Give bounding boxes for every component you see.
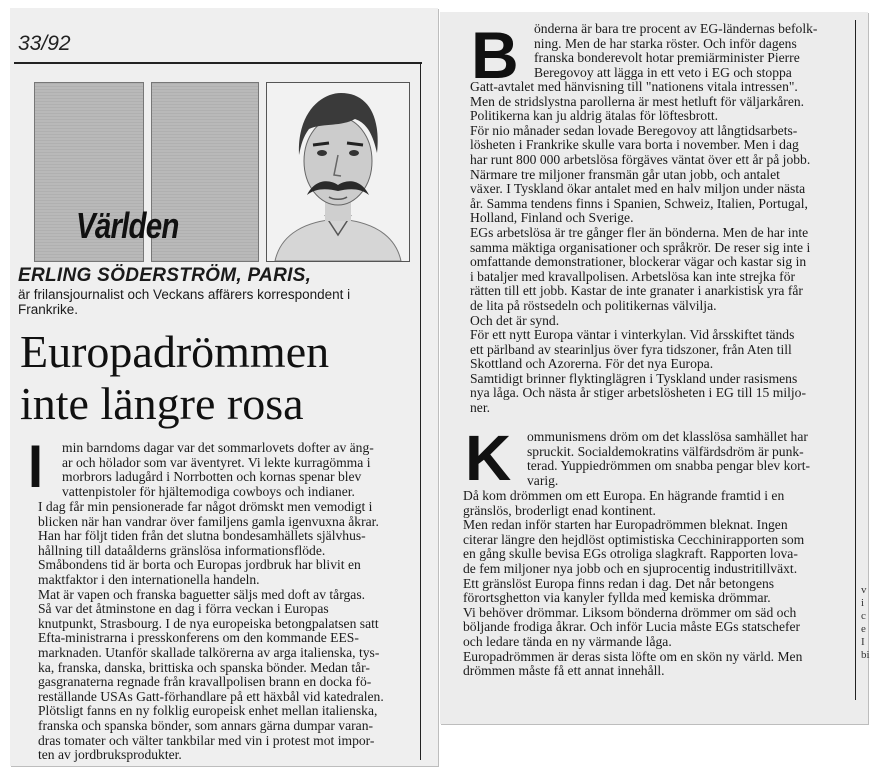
bio-line: Frankrike.	[18, 302, 79, 317]
text-line: drömmen måste få ett annat innehåll.	[463, 663, 665, 679]
text-line: önderna är bara tre procent av EG-ländernas befolk-	[534, 21, 818, 36]
text-line: EGs arbetslösa är tre gånger fler än bönderna. Men de har inte	[470, 224, 809, 240]
article-text-continued-2	[463, 489, 804, 679]
text-line: Då kom drömmen om ett Europa. En hägrande framtid i en	[463, 488, 785, 503]
text-line: förortsghetton via kanyler fyllda med kemiska drömmar.	[463, 590, 771, 606]
text-line: Närmare tre miljoner fransmän går utan jobb, och antalet	[470, 166, 780, 182]
author-photo	[266, 82, 410, 262]
text-line: ten av jordbruksprodukter.	[38, 747, 182, 763]
text-line: rätten till ett jobb. Kastar de inte granater i anarkistisk yra får	[470, 283, 803, 299]
article-text-continued-1	[470, 80, 810, 416]
text-line: Mat är vapen och franska baguetter säljs med doft av tårgas.	[38, 586, 366, 602]
author-bio	[18, 287, 406, 317]
text-line: Plötsligt fanns en ny folklig europeisk enhet mellan italienska,	[38, 703, 378, 719]
margin-glyph: v	[861, 584, 867, 596]
text-line: I dag får min pensionerade far något drömskt men vemodigt i	[38, 499, 373, 514]
margin-glyph: i	[861, 597, 865, 609]
text-line: Europadrömmen är deras sista löfte om en skön ny värld. Men	[463, 648, 803, 664]
drop-cap-i: I	[28, 433, 44, 500]
margin-glyph: bi	[861, 649, 870, 661]
text-line: och ledare tända en ny värmande låga.	[463, 633, 672, 649]
article-text-continued-2-intro	[527, 430, 810, 488]
text-line: de fem miljoner nya jobb och en sjuprocentig industritillväxt.	[463, 560, 798, 576]
text-line: ett pärlband av stearinljus över fyra tidszoner, från Aten till	[470, 341, 792, 357]
column-rule-right	[855, 20, 856, 700]
text-line: Och det är synd.	[470, 312, 560, 328]
text-line: ner.	[470, 400, 491, 416]
text-line: Men de stridslystna parollerna är mest hetluft för väljarkåren.	[470, 93, 805, 109]
text-line: terad. Yuppiedrömmen om snabba pengar blev kort-	[527, 458, 810, 474]
text-line: Han har följt tiden från det slutna bondesamhällets självhus-	[38, 528, 366, 544]
top-rule-left	[14, 62, 422, 64]
headline-line: Europadrömmen	[20, 326, 330, 377]
article-headline	[20, 326, 420, 430]
headline-line: inte längre rosa	[20, 378, 304, 429]
margin-glyph: I	[861, 636, 865, 648]
text-line: Efta-ministrarna i presskonferens om den kommande EES-	[38, 630, 359, 646]
text-line: maktfaktor i den internationella handeln.	[38, 571, 260, 587]
text-line: ka, franska, danska, brittiska och spanska bönder. Medan tår-	[38, 659, 370, 675]
article-text-body-left	[38, 500, 384, 763]
text-line: de lita på röstsedeln och politikernas välvilja.	[470, 297, 717, 313]
column-rule-left	[420, 64, 421, 760]
article-text-continued-1-intro	[534, 22, 817, 80]
text-line: en gång skulle bevisa EGs otroliga slagkraft. Rapporten lova-	[463, 546, 798, 562]
text-line: Men redan inför starten har Europadrömmen bleknat. Ingen	[463, 517, 788, 533]
margin-glyph: e	[861, 623, 866, 635]
text-line: morbrors ladugård i Norrbotten och kornas spenar blev	[62, 469, 362, 485]
text-line: dras tomater och välter tankbilar med vin i protest mot impor-	[38, 732, 375, 748]
text-line: franska bonderevolt hotar premiärminister Pierre	[534, 50, 800, 66]
text-line: gasgranaterna regnade från kravallpolisen brann en docka fö-	[38, 674, 372, 690]
text-line: varig.	[527, 472, 559, 488]
text-line: växer. I Tyskland ökar antalet med en halv miljon under nästa	[470, 181, 806, 197]
text-line: Så var det åtminstone en dag i förra veckan i Europas	[38, 601, 329, 617]
text-line: Gatt-avtalet med hänvisning till "nationens vitala intressen".	[470, 79, 798, 94]
text-line: För nio månader sedan lovade Beregovoy att långtidsarbets-	[470, 122, 798, 138]
text-line: Beregovoy att lägga in ett veto i EG och stoppa	[534, 64, 792, 80]
text-line: ar och hölador som var äventyret. Vi lekte kurragömma i	[62, 454, 371, 470]
text-line: Samtidigt brinner flyktinglägren i Tyskland under rasismens	[470, 370, 798, 386]
article-text-intro	[62, 441, 374, 499]
section-label: Världen	[76, 205, 179, 246]
text-line: Ett gränslöst Europa finns redan i dag. Det når betongens	[463, 575, 775, 591]
text-line: ommunismens dröm om det klasslösa samhället har	[527, 429, 808, 444]
drop-cap-b: B	[471, 18, 519, 92]
text-line: gränslös, broderligt enad kontinent.	[463, 502, 656, 518]
author-byline: ERLING SÖDERSTRÖM, PARIS,	[18, 265, 312, 286]
text-line: omfattande demonstrationer, blockerar vägar och kastar sig in	[470, 254, 807, 270]
text-line: marknaden. Utanför skallade talkörerna av arga italienska, tys-	[38, 644, 380, 660]
text-line: Vi behöver drömmar. Liksom bönderna drömmer om säd och	[463, 604, 797, 620]
text-line: spruckit. Socialdemokratins välfärdsdröm är punk-	[527, 443, 804, 459]
text-line: Skottland och Azorerna. För det nya Europa.	[470, 356, 714, 372]
text-line: böljande frodiga åkrar. Och inför Lucia måste EGs statschefer	[463, 619, 801, 635]
text-line: Holland, Finland och Sverige.	[470, 210, 634, 226]
bio-line: är frilansjournalist och Veckans affärers korrespondent i	[18, 287, 351, 302]
text-line: reställande USAs Gatt-förhandlare på ett häxbål vid katedralen.	[38, 688, 384, 704]
text-line: nya låga. Och nästa år stiger arbetslösheten i EG till 15 miljo-	[470, 385, 806, 401]
text-line: år. Samma tendens finns i Spanien, Schweiz, Italien, Portugal,	[470, 195, 808, 211]
text-line: hållning till dataålderns gränslösa informationsflöde.	[38, 542, 326, 558]
text-line: samma mäktiga organisationer och språkrör. De reser sig inte i	[470, 239, 811, 255]
text-line: franska och spanska bönder, som annars gärna dumpar varan-	[38, 717, 374, 733]
margin-glyph: c	[861, 610, 866, 622]
author-portrait-image	[267, 83, 409, 261]
text-line: Småbondens tid är borta och Europas jordbruk har blivit en	[38, 557, 361, 573]
text-line: har runt 800 000 arbetslösa förgäves väntat över ett år på jobb.	[470, 151, 811, 167]
text-line: ning. Men de har starka röster. Och inför dagens	[534, 35, 797, 51]
text-line: vattenpistoler för hjältemodiga cowboys och indianer.	[62, 483, 355, 499]
drop-cap-k: K	[465, 422, 512, 494]
text-line: knutpunkt, Strasbourg. I de nya europeiska betongpalatsen satt	[38, 615, 379, 631]
text-line: min barndoms dagar var det sommarlovets dofter av äng-	[62, 440, 374, 455]
text-line: citerar längre den hejdlöst optimistiska Cecchinirapporten som	[463, 531, 805, 547]
text-line: lösheten i Frankrike skulle vara borta i november. Men i dag	[470, 137, 799, 153]
text-line: För ett nytt Europa väntar i vinterkylan. Vid årsskiftet tänds	[470, 327, 795, 343]
text-line: i bataljer med kravallpolisen. Arbetslösa kan inte strejka för	[470, 268, 796, 284]
text-line: Politikerna kan ju aldrig ätalas för löftesbrott.	[470, 108, 719, 124]
issue-number: 33/92	[18, 32, 71, 55]
margin-glyphs	[861, 584, 870, 662]
text-line: blicken när han vandrar över familjens gamla igenvuxna åkrar.	[38, 513, 379, 529]
